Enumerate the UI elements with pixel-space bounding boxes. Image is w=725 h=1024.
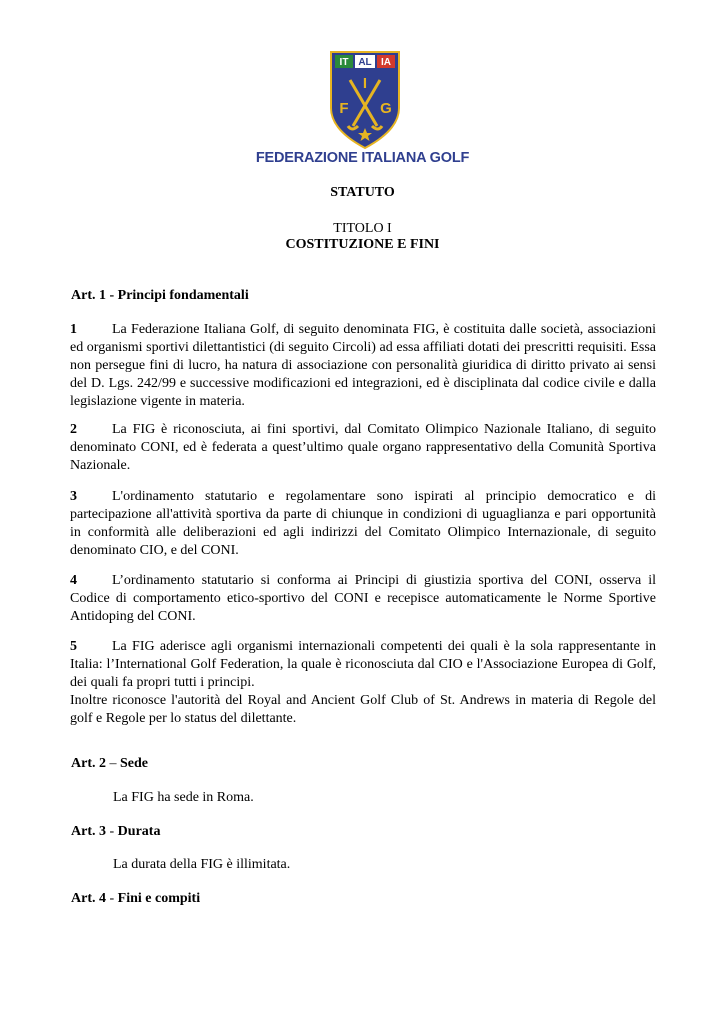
art1-paragraph-5 — [70, 638, 656, 728]
paragraph-text: , la quale è riconosciuta dal CIO e l'Associazione Europea di Golf, dei quali fa propri tutti i principi. — [70, 657, 656, 690]
logo-letter-top: I — [362, 75, 368, 92]
logo-letter-left: F — [339, 100, 349, 117]
logo-caption — [0, 150, 725, 166]
paragraph-text: La FIG aderisce agli organismi internazionali competenti dei quali è la sola rappresentante in Italia: l’International Golf Federation — [70, 639, 656, 672]
article-label: Art. 2 — [71, 756, 106, 771]
paragraph-text: L'ordinamento statutario e regolamentare sono ispirati al principio democratico e di partecipazione all'attività sportiva da parte di chiunque in condizioni di uguaglianza e pari opportunità in conformità alle deliberazioni ed agli indirizzi del Comitato Olimpico Internazionale, di seguito denominato CIO, e del CONI. — [70, 489, 656, 558]
art1-paragraph-3 — [70, 488, 656, 560]
article-name: Sede — [120, 756, 148, 771]
paragraph-text: Inoltre riconosce l'autorità del Royal and Ancient Golf Club of St. Andrews in materia di Regole del golf e Regole per lo status del dilettante. — [70, 693, 656, 726]
article-separator: – — [106, 756, 120, 771]
article-name: Durata — [117, 824, 161, 839]
titolo-label: TITOLO I — [333, 221, 392, 236]
fig-logo — [330, 50, 400, 150]
article-name: Fini e compiti — [117, 891, 201, 906]
article-label: Art. 4 — [71, 891, 106, 906]
logo-flag-left: IT — [339, 57, 349, 68]
paragraph-number: 4 — [70, 573, 77, 588]
titolo-name: COSTITUZIONE E FINI — [285, 237, 440, 252]
paragraph-number: 5 — [70, 639, 77, 654]
paragraph-text: La Federazione Italiana Golf, di seguito denominata FIG, è costituita dalle società, associazioni ed organismi sportivi dilettantistici (di seguito Circoli) ad essa affiliati dotati dei prescritti requisiti. Essa non persegue fini di lucro, ha natura di associazione con personalità giuridica di diritto privato ai sensi del D. Lgs. 242/99 e successive modificazioni ed integrazioni, ed è disciplinata dal codice civile e dalla legislazione vigente in materia. — [70, 322, 656, 409]
art4-heading — [71, 891, 200, 907]
article-separator: - — [106, 891, 118, 906]
paragraph-text: La FIG è riconosciuta, ai fini sportivi, dal Comitato Olimpico Nazionale Italiano, di seguito denominato CONI, ed è federata a quest’ultimo quale organo rappresentativo della Comunità Sportiva Nazionale. — [70, 422, 656, 473]
document-title: STATUTO — [330, 185, 395, 200]
article-separator: - — [106, 824, 118, 839]
logo-flag-right: IA — [381, 57, 391, 68]
article-label: Art. 3 — [71, 824, 106, 839]
federation-name: FEDERAZIONE ITALIANA GOLF — [255, 150, 470, 166]
art3-heading — [71, 824, 160, 840]
art1-paragraph-1 — [70, 321, 656, 411]
fig-shield-icon — [330, 50, 400, 150]
paragraph-text: L’ordinamento statutario si conforma ai Principi di giustizia sportiva del CONI, osserva il Codice di comportamento etico-sportivo del CONI e recepisce automaticamente le Norme Sportive Antidoping del CONI. — [70, 573, 656, 624]
art1-heading: Art. 1 - Principi fondamentali — [71, 288, 249, 303]
paragraph-number: 1 — [70, 322, 77, 337]
art2-heading — [71, 756, 148, 772]
art1-paragraph-4 — [70, 572, 656, 626]
paragraph-number: 3 — [70, 489, 77, 504]
logo-letter-right: G — [380, 100, 392, 117]
art1-paragraph-2 — [70, 421, 656, 475]
paragraph-number: 2 — [70, 422, 77, 437]
art2-text: La FIG ha sede in Roma. — [113, 790, 254, 805]
logo-flag-center: AL — [358, 57, 372, 68]
art3-text: La durata della FIG è illimitata. — [113, 857, 291, 872]
